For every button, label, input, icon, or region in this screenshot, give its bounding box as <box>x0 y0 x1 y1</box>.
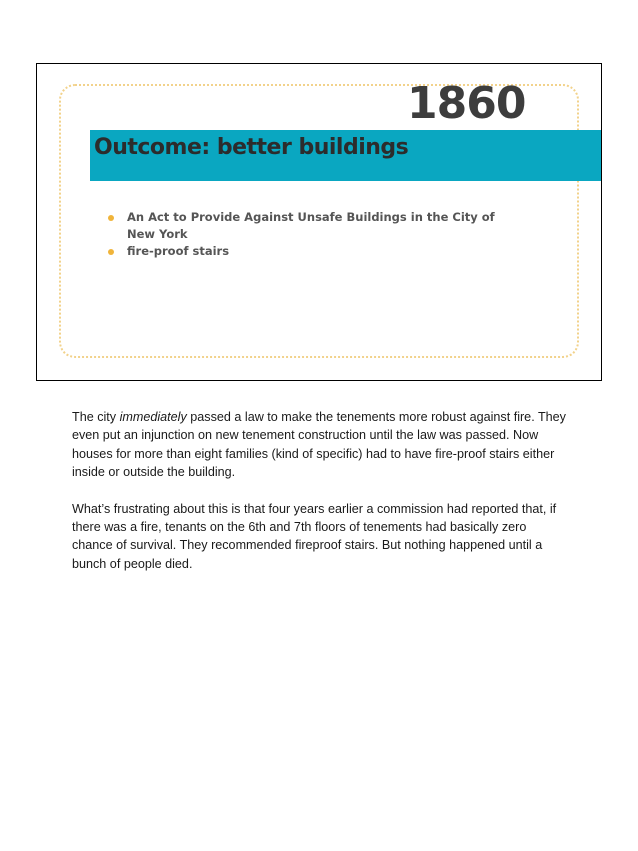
notes-paragraph: What’s frustrating about this is that four years earlier a commission had reported that, if there was a fire, tenants on the 6th and 7th floors of tenements had basically zero chance of survival. They recommended fireproof stairs. But nothing happened until a bunch of people died. <box>72 501 557 571</box>
bullet-list <box>105 209 525 260</box>
slide <box>36 63 602 381</box>
year-label: 1860 <box>407 78 526 129</box>
notes-paragraph <box>72 408 568 482</box>
notes-emphasis: immediately <box>119 410 187 424</box>
notes-text: The city <box>72 410 120 424</box>
bullet-item <box>105 243 525 260</box>
slide-title: Outcome: better buildings <box>94 135 409 160</box>
bullet-dot-icon <box>108 249 114 255</box>
notes-text: passed a law to make the tenements more robust against fire. They even put an injunction on new tenement construction until the law was passed. Now houses for more than eight families (kind of specific) had to have fire-proof stairs either inside or outside the building. <box>72 410 566 480</box>
bullet-dot-icon <box>108 215 114 221</box>
bullet-text: An Act to Provide Against Unsafe Buildings in the City of New York <box>127 210 495 241</box>
speaker-notes <box>72 408 568 591</box>
bullet-text: fire-proof stairs <box>127 244 230 258</box>
bullet-item <box>105 209 525 243</box>
